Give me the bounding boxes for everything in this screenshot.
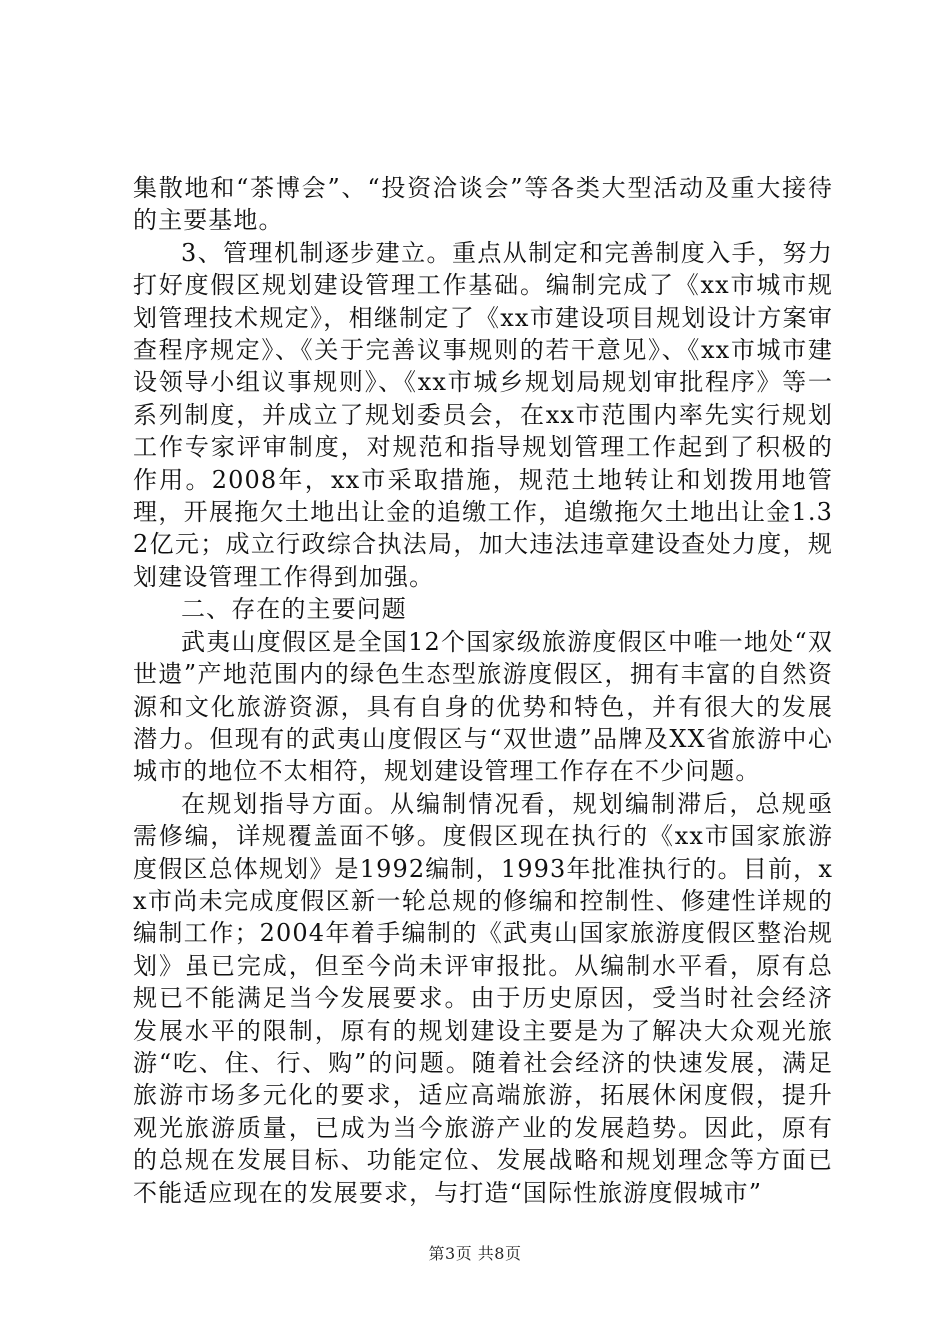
paragraph-planning-guidance: 在规划指导方面。从编制情况看，规划编制滞后，总规亟需修编，详规覆盖面不够。度假区现在执行的《xx市国家旅游度假区总体规划》是1992编制，1993年批准执行的。目前，xx市尚未完成度假区新一轮总规的修编和控制性、修建性详规的编制工作；2004年着手编制的《武夷山国家旅游度假区整治规划》虽已完成，但至今尚未评审报批。从编制水平看，原有总规已不能满足当今发展要求。由于历史原因，受当时社会经济发展水平的限制，原有的规划建设主要是为了解决大众观光旅游“吃、住、行、购”的问题。随着社会经济的快速发展，满足旅游市场多元化的要求，适应高端旅游，拓展休闲度假，提升观光旅游质量，已成为当今旅游产业的发展趋势。因此，原有的总规在发展目标、功能定位、发展战略和规划理念等方面已不能适应现在的发展要求，与打造“国际性旅游度假城市” (133, 789, 833, 1207)
section-heading-main-problems: 二、存在的主要问题 (181, 595, 407, 624)
page-footer: 第3页 共8页 (428, 1244, 522, 1263)
document-body (133, 172, 833, 1209)
paragraph-resort-overview: 武夷山度假区是全国12个国家级旅游度假区中唯一地处“双世遗”产地范围内的绿色生态型旅游度假区，拥有丰富的自然资源和文化旅游资源，具有自身的优势和特色，并有很大的发展潜力。但现有的武夷山度假区与“双世遗”品牌及XX省旅游中心城市的地位不太相符，规划建设管理工作存在不少问题。 (133, 627, 833, 786)
paragraph-continuation: 集散地和“茶博会”、“投资洽谈会”等各类大型活动及重大接待的主要基地。 (133, 174, 833, 235)
paragraph-management-mechanism: 3、管理机制逐步建立。重点从制定和完善制度入手，努力打好度假区规划建设管理工作基础。编制完成了《xx市城市规划管理技术规定》，相继制定了《xx市建设项目规划设计方案审查程序规定》、《关于完善议事规则的若干意见》、《xx市城市建设领导小组议事规则》、《xx市城乡规划局规划审批程序》等一系列制度，并成立了规划委员会，在xx市范围内率先实行规划工作专家评审制度，对规范和指导规划管理工作起到了积极的作用。2008年，xx市采取措施，规范土地转让和划拨用地管理，开展拖欠土地出让金的追缴工作，追缴拖欠土地出让金1.32亿元；成立行政综合执法局，加大违法违章建设查处力度，规划建设管理工作得到加强。 (133, 238, 833, 591)
